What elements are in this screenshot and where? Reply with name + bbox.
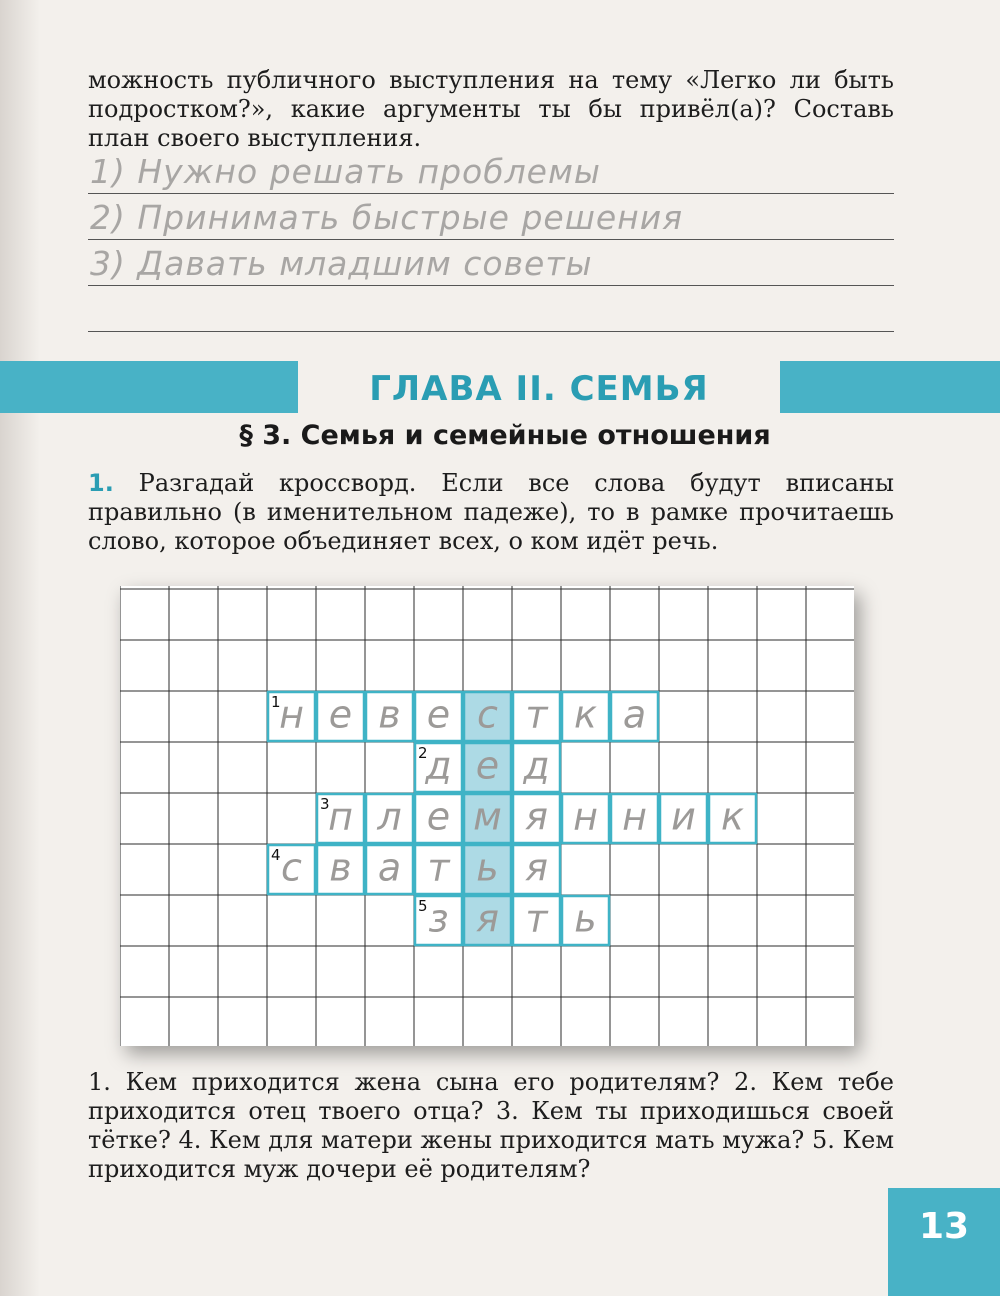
handwritten-answer: 2) Принимать быстрые решения <box>90 198 684 237</box>
clues-paragraph: 1. Кем приходится жена сына его родителям? 2. Кем тебе приходится отец твоего отца? 3. Кем ты приходишься своей тётке? 4. Кем для матери жены приходится мать мужа? 5. Кем приходится муж дочери её родителям? <box>88 1068 894 1183</box>
crossword-letter: д <box>523 743 550 788</box>
crossword-letter: в <box>329 845 352 890</box>
crossword-letter: а <box>377 845 402 890</box>
crossword-grid <box>120 586 854 1046</box>
crossword-letter: в <box>378 692 401 737</box>
crossword-letter: я <box>525 794 548 839</box>
crossword-letter: т <box>427 845 450 890</box>
crossword-letter: е <box>426 794 451 839</box>
crossword-clue-number: 4 <box>271 846 281 864</box>
answer-line <box>88 148 894 194</box>
crossword-letter: к <box>574 692 597 737</box>
answer-line <box>88 240 894 286</box>
handwritten-answer: 1) Нужно решать проблемы <box>90 152 601 191</box>
crossword-letter: с <box>281 845 302 890</box>
crossword-letter: з <box>428 896 449 941</box>
crossword-letter: к <box>721 794 744 839</box>
intro-paragraph: можность публичного выступления на тему «Легко ли быть подростком?», какие аргументы ты бы привёл(а)? Составь план своего выступления. <box>88 66 894 152</box>
crossword-letter: н <box>573 794 598 839</box>
crossword-clue-number: 3 <box>320 795 330 813</box>
crossword-letter: т <box>525 896 548 941</box>
task-number: 1. <box>88 469 114 497</box>
answer-line <box>88 194 894 240</box>
section-title: § 3. Семья и семейные отношения <box>239 420 771 451</box>
crossword-letter: ь <box>574 896 597 941</box>
crossword-letter: а <box>622 692 647 737</box>
answer-line <box>88 286 894 332</box>
chapter-band-left <box>0 361 298 413</box>
crossword-letter: я <box>476 896 499 941</box>
crossword-letter: е <box>328 692 353 737</box>
crossword-clue-number: 5 <box>418 897 428 915</box>
crossword-clue-number: 1 <box>271 693 281 711</box>
crossword-letter: н <box>622 794 647 839</box>
crossword-clue-number: 2 <box>418 744 428 762</box>
answer-lines <box>88 148 894 332</box>
crossword-letter: и <box>671 794 696 839</box>
crossword-letter: т <box>525 692 548 737</box>
page-edge-shadow <box>0 0 40 1296</box>
task-paragraph <box>88 469 894 556</box>
crossword-letter: ь <box>476 845 499 890</box>
handwritten-answer: 3) Давать младшим советы <box>90 244 593 283</box>
crossword-letter: я <box>525 845 548 890</box>
crossword-letter: п <box>328 794 353 839</box>
crossword-letter: е <box>475 743 500 788</box>
crossword-letter: д <box>425 743 452 788</box>
chapter-title: ГЛАВА II. СЕМЬЯ <box>369 369 709 409</box>
page-number: 13 <box>918 1206 970 1247</box>
crossword-letter: н <box>279 692 304 737</box>
chapter-band-right <box>780 361 1000 413</box>
crossword-letter: е <box>426 692 451 737</box>
crossword-letter: с <box>477 692 498 737</box>
crossword-letter: л <box>377 794 402 839</box>
task-text: Разгадай кроссворд. Если все слова будут вписаны правильно (в именительном падеже), то в рамке прочитаешь слово, которое объединяет всех, о ком идёт речь. <box>88 469 895 555</box>
crossword-letter: м <box>473 794 502 839</box>
